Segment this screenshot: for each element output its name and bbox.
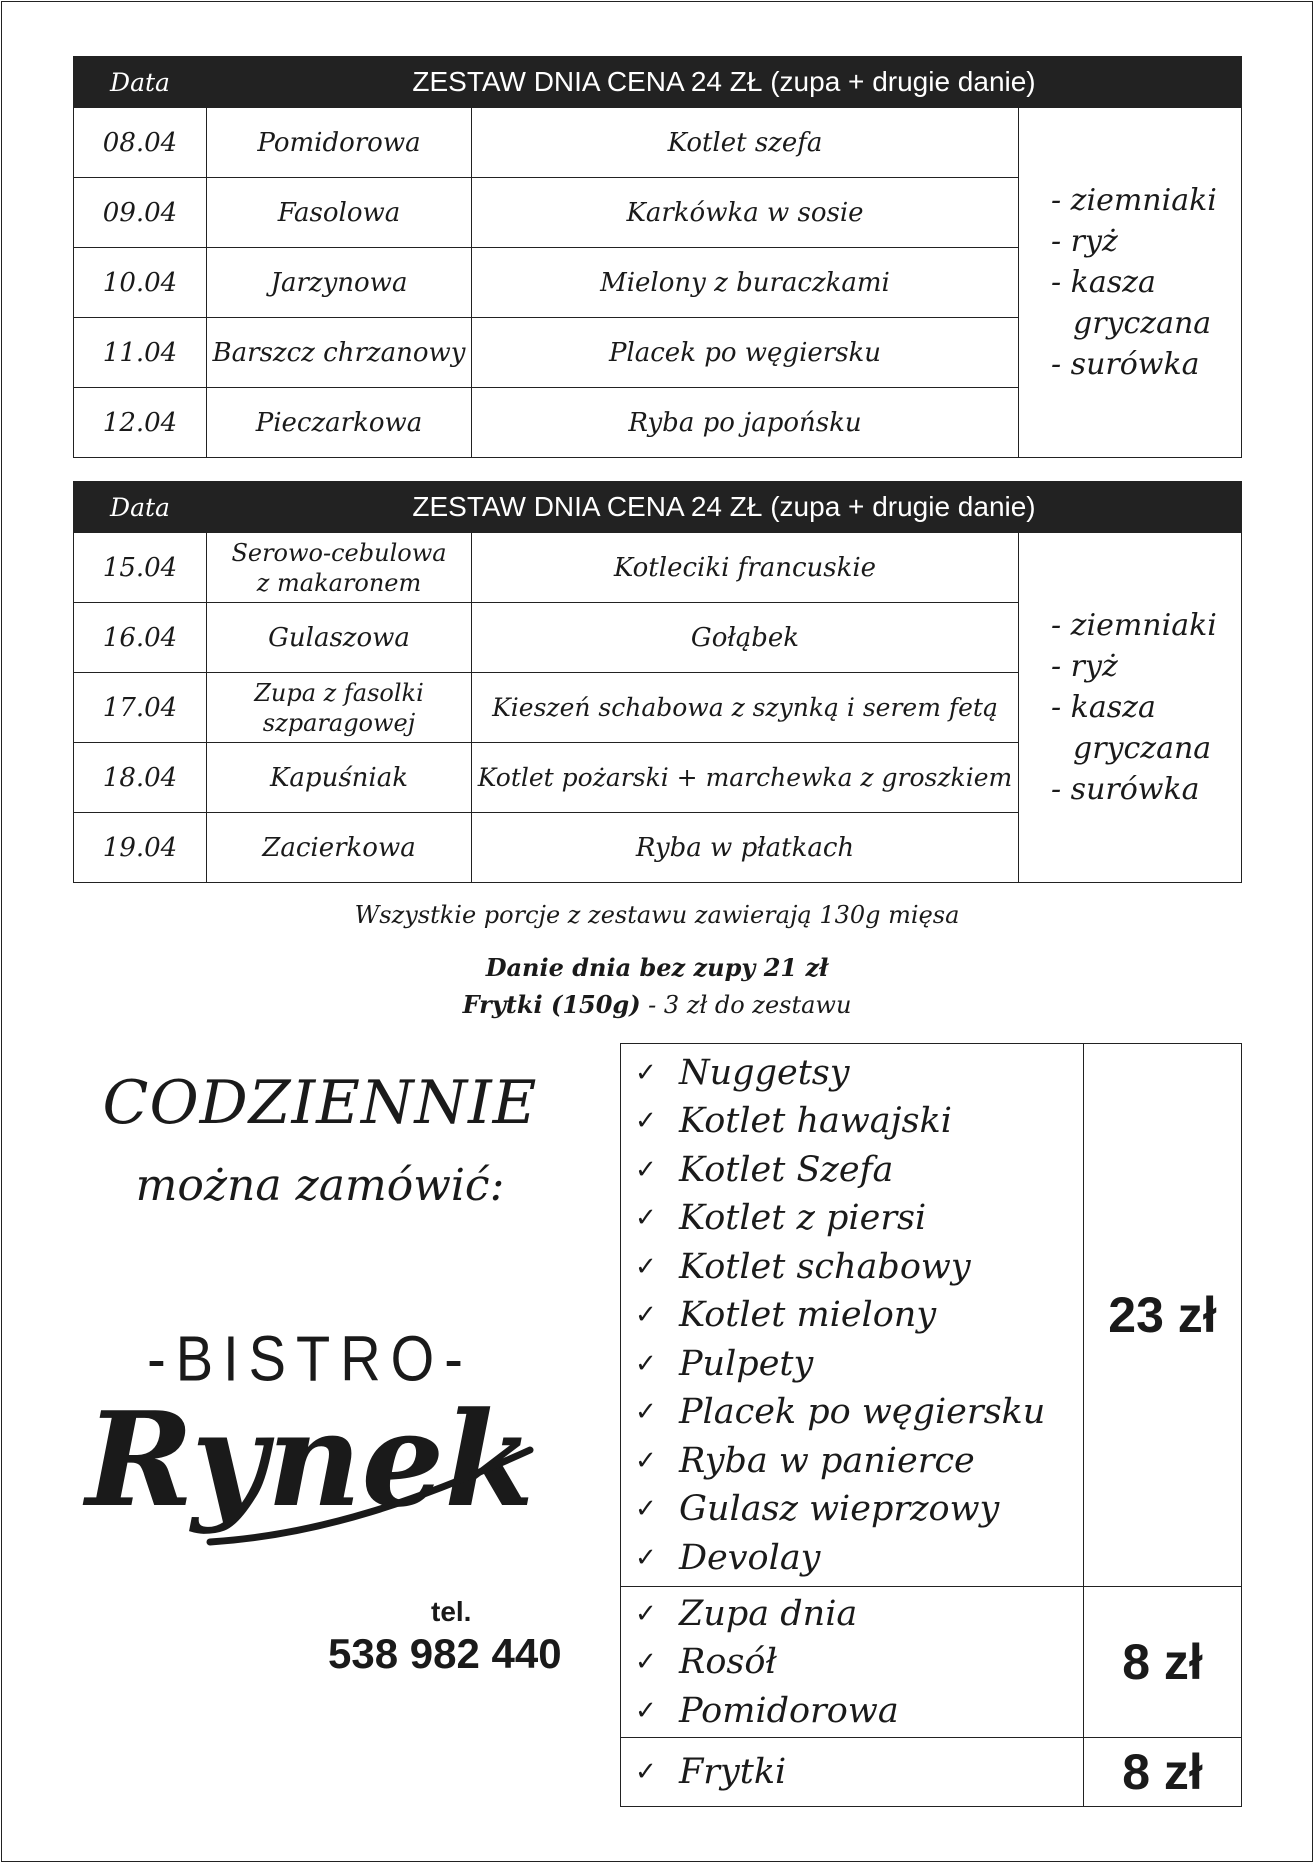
item-label: Pulpety bbox=[679, 1343, 814, 1384]
day-main-dish: Ryba po japońsku bbox=[472, 388, 1019, 458]
check-icon: ✓ bbox=[635, 1647, 657, 1677]
item-label: Placek po węgiersku bbox=[679, 1392, 1046, 1432]
day-date: 19.04 bbox=[74, 813, 207, 883]
soup-line: Zupa z fasolki bbox=[254, 678, 424, 707]
column-header-date: Data bbox=[74, 482, 207, 533]
day-soup: Pieczarkowa bbox=[207, 388, 472, 458]
day-soup: Gulaszowa bbox=[207, 603, 472, 673]
list-item bbox=[635, 1388, 1083, 1437]
item-label: Kotlet hawajski bbox=[679, 1101, 952, 1141]
day-main-dish: Placek po węgiersku bbox=[472, 318, 1019, 388]
tel-label: tel. bbox=[431, 1596, 472, 1627]
soup-line: szparagowej bbox=[262, 708, 416, 737]
list-item bbox=[635, 1291, 1083, 1340]
check-icon: ✓ bbox=[635, 1251, 657, 1282]
item-label: Kotlet schabowy bbox=[679, 1246, 971, 1287]
day-soup: Barszcz chrzanowy bbox=[207, 318, 472, 388]
check-icon: ✓ bbox=[635, 1106, 657, 1136]
table-row bbox=[74, 533, 1242, 603]
day-soup: Kapuśniak bbox=[207, 743, 472, 813]
list-item bbox=[635, 1145, 1083, 1194]
list-item bbox=[635, 1748, 1083, 1797]
side-item: - kasza bbox=[1051, 690, 1156, 725]
fries-note-price: - 3 zł do zestawu bbox=[640, 991, 852, 1019]
check-icon: ✓ bbox=[635, 1494, 657, 1524]
no-soup-price-note: Danie dnia bez zupy 21 zł bbox=[485, 953, 829, 982]
item-label: Nuggetsy bbox=[679, 1052, 850, 1093]
fries-note bbox=[0, 990, 1314, 1019]
item-label: Ryba w panierce bbox=[679, 1440, 975, 1481]
item-label: Kotlet z piersi bbox=[679, 1198, 927, 1238]
item-label: Gulasz wieprzowy bbox=[679, 1489, 1000, 1529]
price-group-items bbox=[621, 1044, 1084, 1587]
side-item: - surówka bbox=[1051, 772, 1200, 807]
check-icon: ✓ bbox=[635, 1154, 657, 1185]
day-soup bbox=[207, 533, 472, 603]
list-item bbox=[635, 1194, 1083, 1243]
price-group bbox=[621, 1587, 1242, 1738]
list-item bbox=[635, 1485, 1083, 1534]
check-icon: ✓ bbox=[635, 1300, 657, 1330]
meat-note: Wszystkie porcje z zestawu zawierają 130g mięsa bbox=[354, 901, 960, 929]
list-item bbox=[635, 1242, 1083, 1291]
soup-line: Serowo-cebulowa bbox=[231, 538, 447, 567]
side-item: gryczana bbox=[1073, 731, 1212, 766]
day-main-dish: Mielony z buraczkami bbox=[472, 248, 1019, 318]
logo-script-text: Rynek bbox=[85, 1383, 535, 1536]
column-header-date: Data bbox=[74, 57, 207, 108]
item-label: Rosół bbox=[679, 1642, 777, 1682]
day-main-dish: Kotleciki francuskie bbox=[472, 533, 1019, 603]
day-main-dish: Gołąbek bbox=[472, 603, 1019, 673]
list-item bbox=[635, 1686, 1083, 1735]
day-main-dish: Kotlet pożarski + marchewka z groszkiem bbox=[472, 743, 1019, 813]
day-main-dish: Ryba w płatkach bbox=[472, 813, 1019, 883]
list-item bbox=[635, 1589, 1083, 1638]
day-date: 09.04 bbox=[74, 178, 207, 248]
price-group-amount: 8 zł bbox=[1084, 1738, 1242, 1807]
table-row bbox=[74, 108, 1242, 178]
bistro-rynek-logo bbox=[60, 1330, 580, 1560]
menu-header-title: ZESTAW DNIA CENA 24 ZŁ (zupa + drugie danie) bbox=[207, 482, 1242, 533]
check-icon: ✓ bbox=[635, 1397, 657, 1427]
price-group bbox=[621, 1044, 1242, 1587]
logo-bistro-text: -BISTRO- bbox=[147, 1330, 473, 1395]
day-date: 18.04 bbox=[74, 743, 207, 813]
check-icon: ✓ bbox=[635, 1445, 657, 1476]
check-icon: ✓ bbox=[635, 1598, 657, 1629]
list-item bbox=[635, 1048, 1083, 1097]
list-item bbox=[635, 1638, 1083, 1687]
item-label: Kotlet mielony bbox=[679, 1295, 937, 1335]
check-icon: ✓ bbox=[635, 1542, 657, 1573]
phone-number: 538 982 440 bbox=[328, 1630, 562, 1677]
item-label: Frytki bbox=[679, 1752, 787, 1792]
price-group-items bbox=[621, 1587, 1084, 1738]
weekly-menu-table-2 bbox=[73, 481, 1242, 883]
check-icon: ✓ bbox=[635, 1348, 657, 1379]
side-item: - kasza bbox=[1051, 265, 1156, 300]
day-date: 08.04 bbox=[74, 108, 207, 178]
check-icon: ✓ bbox=[635, 1757, 657, 1787]
list-item bbox=[635, 1436, 1083, 1485]
side-item: - surówka bbox=[1051, 347, 1200, 382]
soup-line: z makaronem bbox=[256, 568, 422, 597]
day-soup bbox=[207, 673, 472, 743]
check-icon: ✓ bbox=[635, 1695, 657, 1726]
weekly-menu-table-1 bbox=[73, 56, 1242, 458]
list-item bbox=[635, 1339, 1083, 1388]
side-item: - ryż bbox=[1051, 224, 1118, 259]
day-date: 10.04 bbox=[74, 248, 207, 318]
day-main-dish: Kotlet szefa bbox=[472, 108, 1019, 178]
item-label: Pomidorowa bbox=[679, 1690, 899, 1731]
side-item: - ziemniaki bbox=[1051, 608, 1217, 643]
side-item: - ryż bbox=[1051, 649, 1118, 684]
day-main-dish: Karkówka w sosie bbox=[472, 178, 1019, 248]
price-group-amount: 23 zł bbox=[1084, 1044, 1242, 1587]
day-date: 15.04 bbox=[74, 533, 207, 603]
item-label: Kotlet Szefa bbox=[679, 1149, 894, 1190]
menu-header-title: ZESTAW DNIA CENA 24 ZŁ (zupa + drugie danie) bbox=[207, 57, 1242, 108]
list-item bbox=[635, 1097, 1083, 1146]
side-dishes bbox=[1019, 533, 1242, 883]
fries-note-label: Frytki (150g) bbox=[462, 990, 641, 1019]
day-soup: Zacierkowa bbox=[207, 813, 472, 883]
daily-subtitle: można zamówić: bbox=[135, 1160, 505, 1211]
day-soup: Pomidorowa bbox=[207, 108, 472, 178]
check-icon: ✓ bbox=[635, 1057, 657, 1088]
check-icon: ✓ bbox=[635, 1203, 657, 1233]
item-label: Zupa dnia bbox=[679, 1593, 858, 1634]
day-main-dish: Kieszeń schabowa z szynką i serem fetą bbox=[472, 673, 1019, 743]
day-date: 12.04 bbox=[74, 388, 207, 458]
daily-title: CODZIENNIE bbox=[102, 1068, 538, 1138]
list-item bbox=[635, 1533, 1083, 1582]
side-item: - ziemniaki bbox=[1051, 183, 1217, 218]
side-dishes bbox=[1019, 108, 1242, 458]
day-soup: Fasolowa bbox=[207, 178, 472, 248]
day-date: 17.04 bbox=[74, 673, 207, 743]
day-date: 16.04 bbox=[74, 603, 207, 673]
price-group-amount: 8 zł bbox=[1084, 1587, 1242, 1738]
day-soup: Jarzynowa bbox=[207, 248, 472, 318]
day-date: 11.04 bbox=[74, 318, 207, 388]
item-label: Devolay bbox=[679, 1537, 821, 1578]
side-item: gryczana bbox=[1073, 306, 1212, 341]
daily-price-table bbox=[620, 1043, 1242, 1807]
price-group-items bbox=[621, 1738, 1084, 1807]
price-group bbox=[621, 1738, 1242, 1807]
